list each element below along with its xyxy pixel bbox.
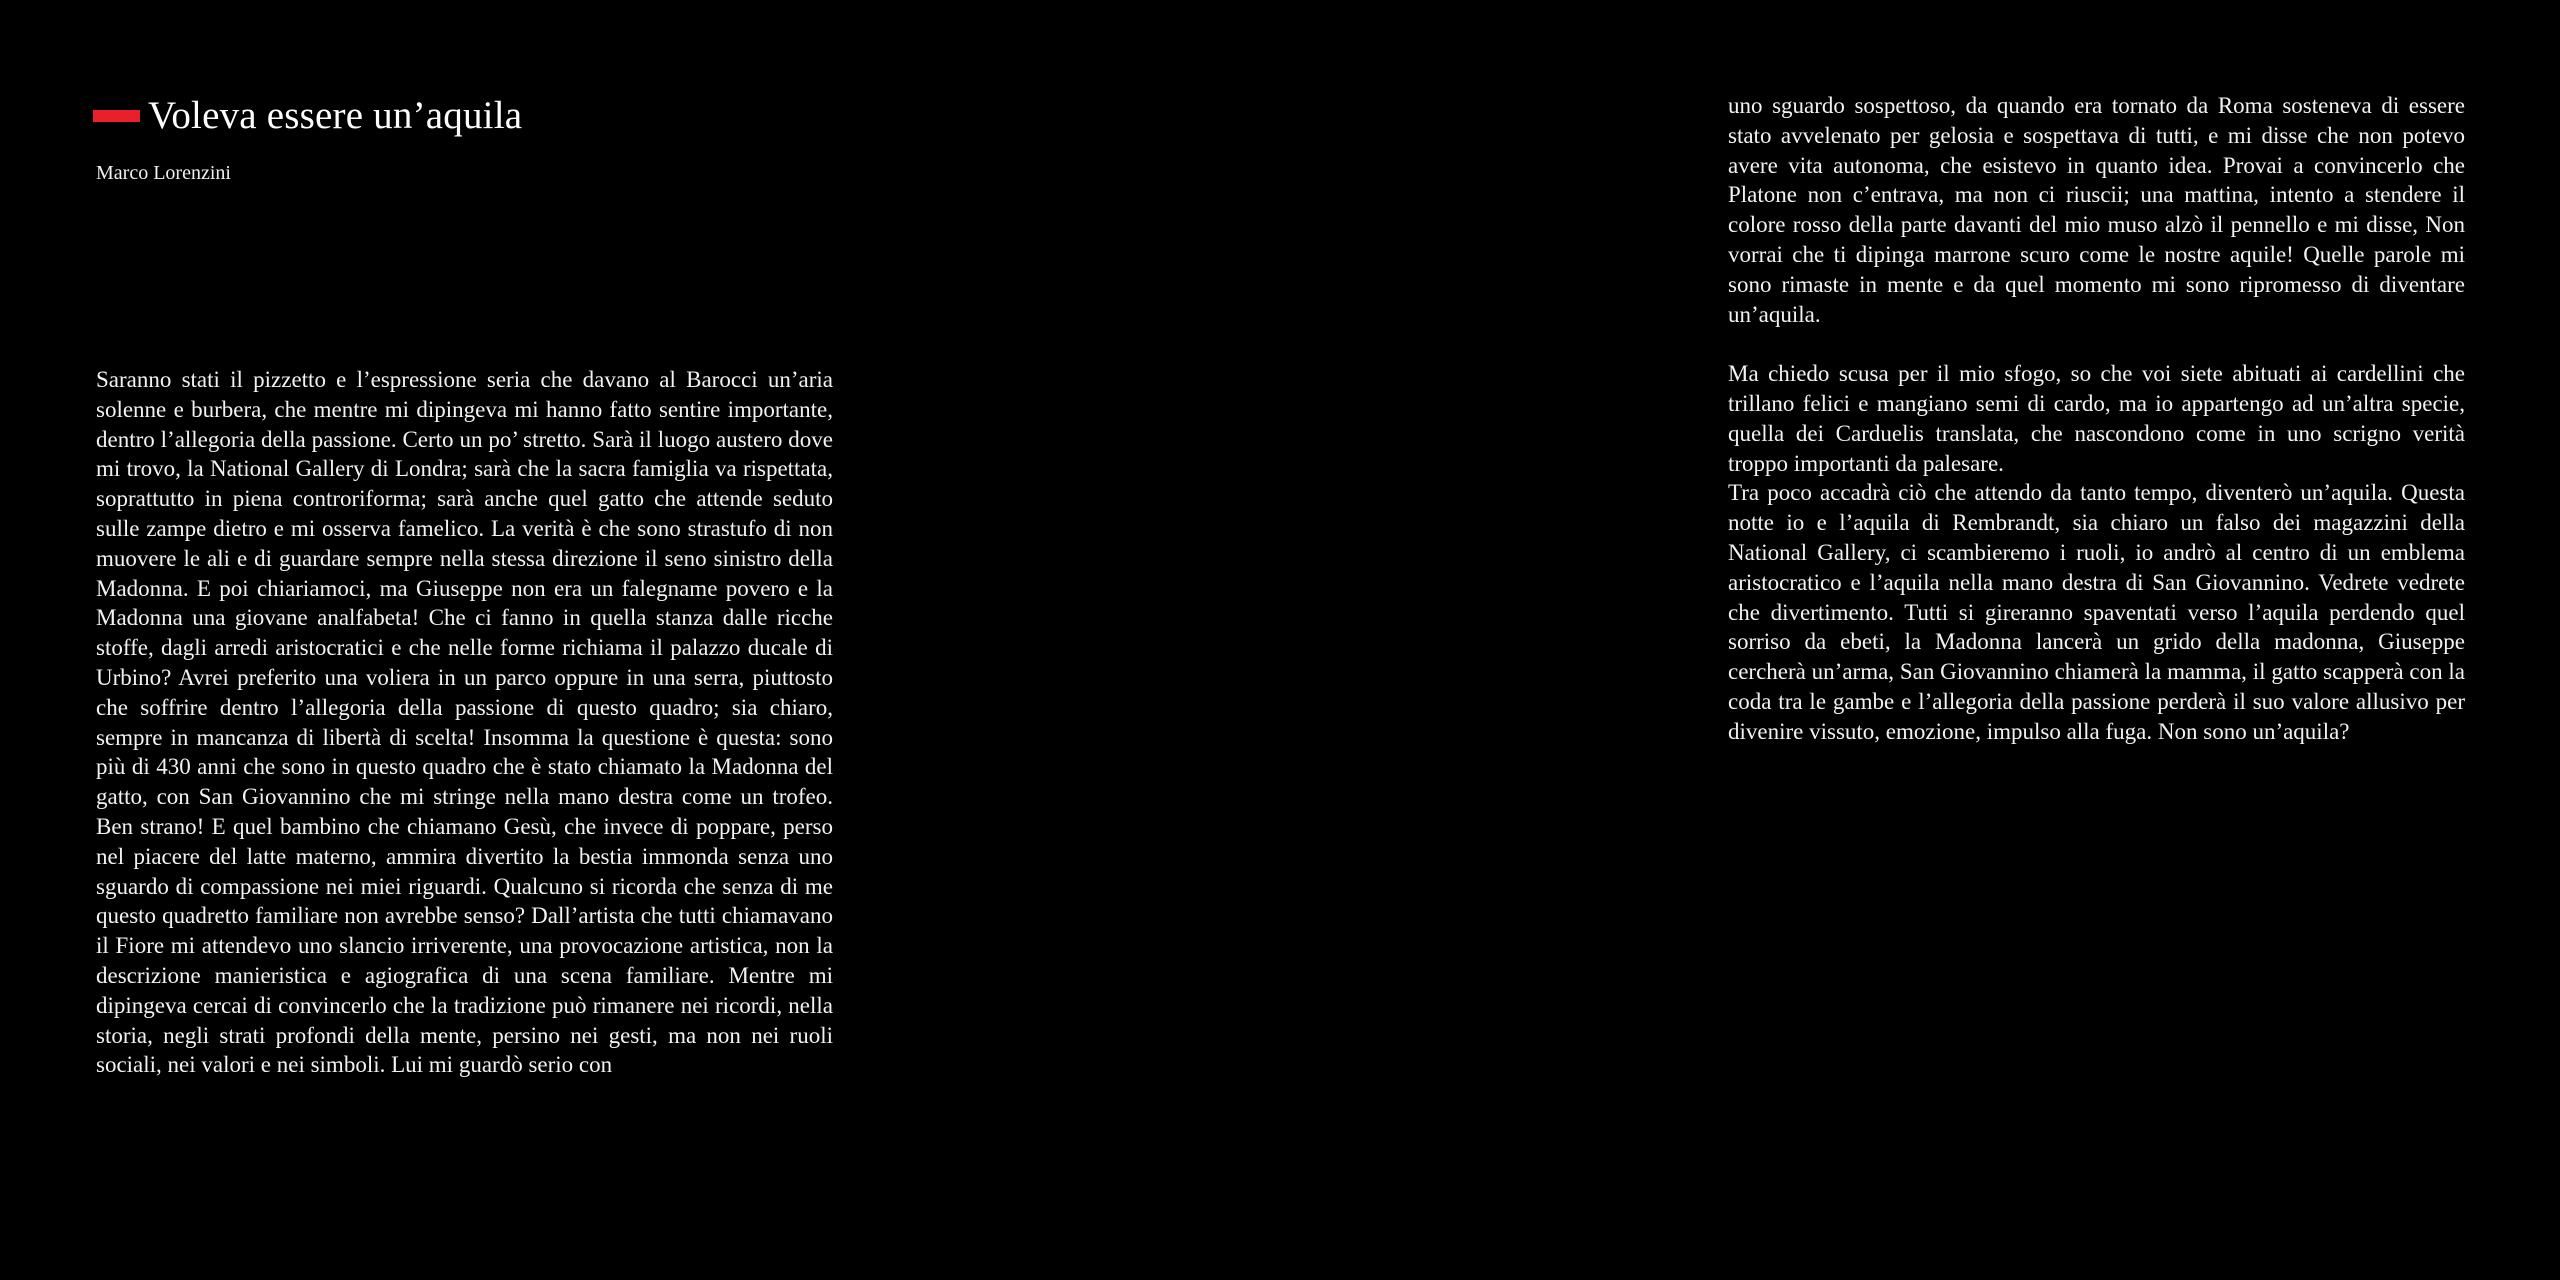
paragraph: uno sguardo sospettoso, da quando era tornato da Roma sosteneva di essere stato avvelenato per gelosia e sospettava di tutti, e mi disse che non potevo avere vita autonoma, che esistevo in quanto idea. Provai a convincerlo che Platone non c’entrava, ma non ci riuscii; una mattina, intento a stendere il colore rosso della parte davanti del mio muso alzò il pennello e mi disse, Non vorrai che ti dipinga marrone scuro come le nostre aquile! Quelle parole mi sono rimaste in mente e da quel momento mi sono ripromesso di diventare un’aquila. (1728, 93, 2465, 327)
paragraph: Ma chiedo scusa per il mio sfogo, so che voi siete abituati ai cardellini che trillano felici e mangiano semi di cardo, ma io appartengo ad un’altra specie, quella dei Carduelis translata, che nascondono come in uno scrigno verità troppo importanti da palesare. (1728, 361, 2465, 476)
red-accent-bar (93, 110, 140, 122)
left-text-column (96, 365, 833, 1080)
paragraph: Tra poco accadrà ciò che attendo da tanto tempo, diventerò un’aquila. Questa notte io e l’aquila di Rembrandt, sia chiaro un falso dei magazzini della National Gallery, ci scambieremo i ruoli, io andrò al centro di un emblema aristocratico e l’aquila nella mano destra di San Giovannino. Vedrete vedrete che divertimento. Tutti si gireranno spaventati verso l’aquila perdendo quel sorriso da ebeti, la Madonna lancerà un grido della madonna, Giuseppe cercherà un’arma, San Giovannino chiamerà la mamma, il gatto scapperà con la coda tra le gambe e l’allegoria della passione perderà il suo valore allusivo per divenire vissuto, emozione, impulso alla fuga. Non sono un’aquila? (1728, 480, 2465, 744)
paragraph: Saranno stati il pizzetto e l’espressione seria che davano al Barocci un’aria solenne e burbera, che mentre mi dipingeva mi hanno fatto sentire importante, dentro l’allegoria della passione. Certo un po’ stretto. Sarà il luogo austero dove mi trovo, la National Gallery di Londra; sarà che la sacra famiglia va rispettata, soprattutto in piena controriforma; sarà anche quel gatto che attende seduto sulle zampe dietro e mi osserva famelico. La verità è che sono strastufo di non muovere le ali e di guardare sempre nella stessa direzione il seno sinistro della Madonna. E poi chiariamoci, ma Giuseppe non era un falegname povero e la Madonna una giovane analfabeta! Che ci fanno in quella stanza dalle ricche stoffe, dagli arredi aristocratici e che nelle forme richiama il palazzo ducale di Urbino? Avrei preferito una voliera in un parco oppure in una serra, piuttosto che soffrire dentro l’allegoria della passione di questo quadro; sia chiaro, sempre in mancanza di libertà di scelta! Insomma la questione è questa: sono più di 430 anni che sono in questo quadro che è stato chiamato la Madonna del gatto, con San Giovannino che mi stringe nella mano destra come un trofeo. Ben strano! E quel bambino che chiamano Gesù, che invece di poppare, perso nel piacere del latte materno, ammira divertito la bestia immonda senza uno sguardo di compassione nei miei riguardi. Qualcuno si ricorda che senza di me questo quadretto familiare non avrebbe senso? Dall’artista che tutti chiamavano il Fiore mi attendevo uno slancio irriverente, una provocazione artistica, non la descrizione manieristica e agiografica di una scena familiare. Mentre mi dipingeva cercai di convincerlo che la tradizione può rimanere nei ricordi, nella storia, negli strati profondi della mente, persino nei gesti, ma non nei ruoli sociali, nei valori e nei simboli. Lui mi guardò serio con (96, 367, 833, 1078)
right-text-column (1728, 91, 2465, 747)
page-title: Voleva essere un’aquila (148, 94, 523, 137)
title-block (93, 92, 522, 140)
author-name: Marco Lorenzini (96, 162, 231, 184)
